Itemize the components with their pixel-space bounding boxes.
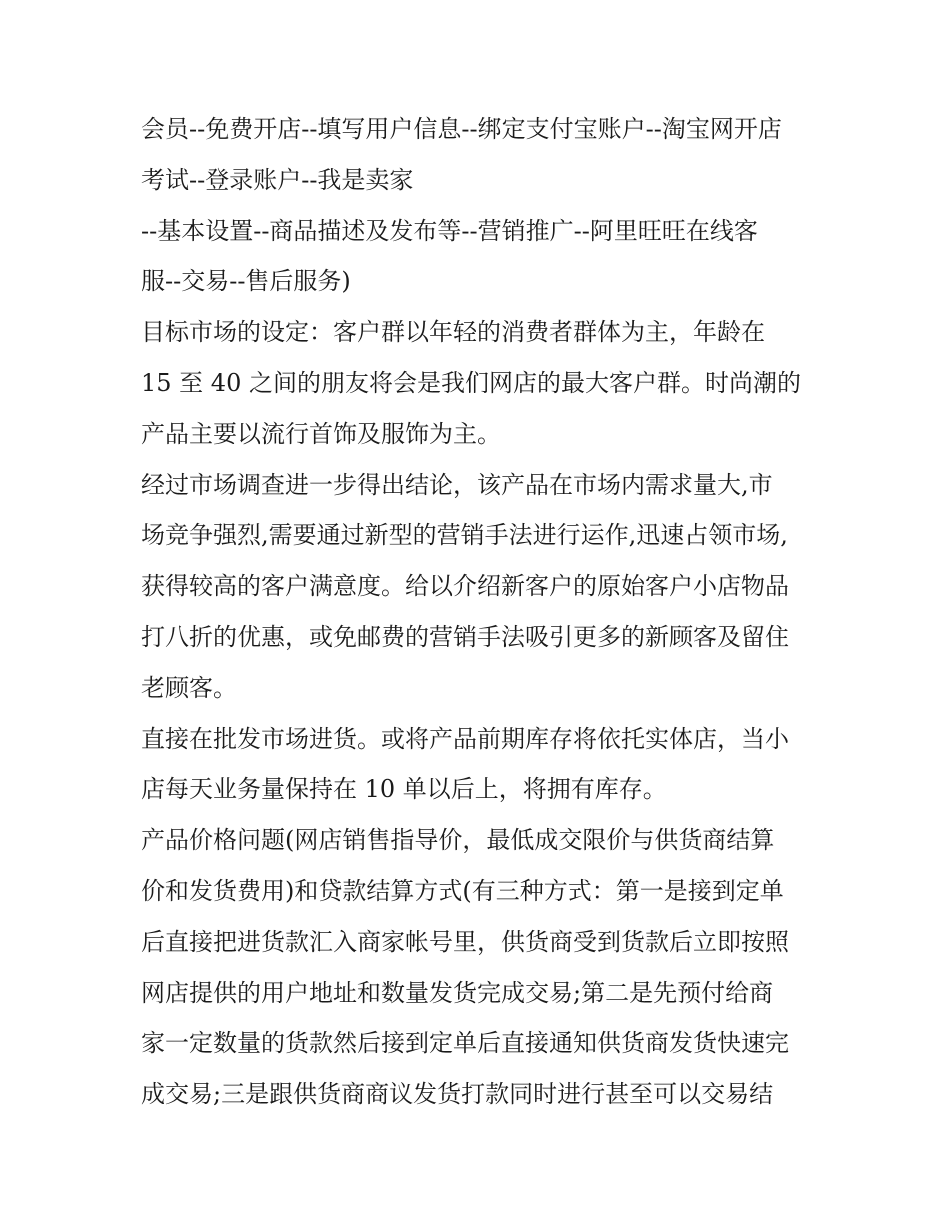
text-line: 考试--登录账户--我是卖家: [141, 165, 414, 194]
text-line: 店每天业务量保持在 10 单以后上，将拥有库存。: [141, 775, 667, 804]
text-line: 家一定数量的货款然后接到定单后直接通知供货商发货快速完: [141, 1029, 789, 1058]
text-line: 后直接把进货款汇入商家帐号里，供货商受到货款后立即按照: [141, 927, 789, 956]
text-line: 会员--免费开店--填写用户信息--绑定支付宝账户--淘宝网开店: [141, 115, 782, 143]
text-line: 15 至 40 之间的朋友将会是我们网店的最大客户群。时尚潮的: [141, 368, 801, 397]
text-line: --基本设置--商品描述及发布等--营销推广--阿里旺旺在线客: [141, 216, 758, 245]
text-line: 成交易;三是跟供货商商议发货打款同时进行甚至可以交易结: [141, 1080, 774, 1109]
text-line: 价和发货费用)和贷款结算方式(有三种方式：第一是接到定单: [141, 876, 784, 905]
text-line: 目标市场的设定：客户群以年轻的消费者群体为主，年龄在: [141, 318, 765, 347]
text-line: 产品价格问题(网店销售指导价，最低成交限价与供货商结算: [141, 826, 775, 855]
text-line: 直接在批发市场进货。或将产品前期库存将依托实体店，当小: [141, 724, 789, 753]
text-line: 产品主要以流行首饰及服饰为主。: [141, 419, 501, 448]
document-body: [141, 104, 821, 1120]
text-line: 网店提供的用户地址和数量发货完成交易;第二是先预付给商: [141, 978, 774, 1007]
text-line: 打八折的优惠，或免邮费的营销手法吸引更多的新顾客及留住: [141, 622, 789, 651]
text-line: 经过市场调查进一步得出结论，该产品在市场内需求量大,市: [141, 470, 773, 499]
text-line: 场竞争强烈,需要通过新型的营销手法进行运作,迅速占领市场,: [141, 521, 788, 550]
text-line: 获得较高的客户满意度。给以介绍新客户的原始客户小店物品: [141, 572, 789, 601]
text-line: 服--交易--售后服务): [141, 267, 351, 296]
text-line: 老顾客。: [141, 673, 237, 702]
